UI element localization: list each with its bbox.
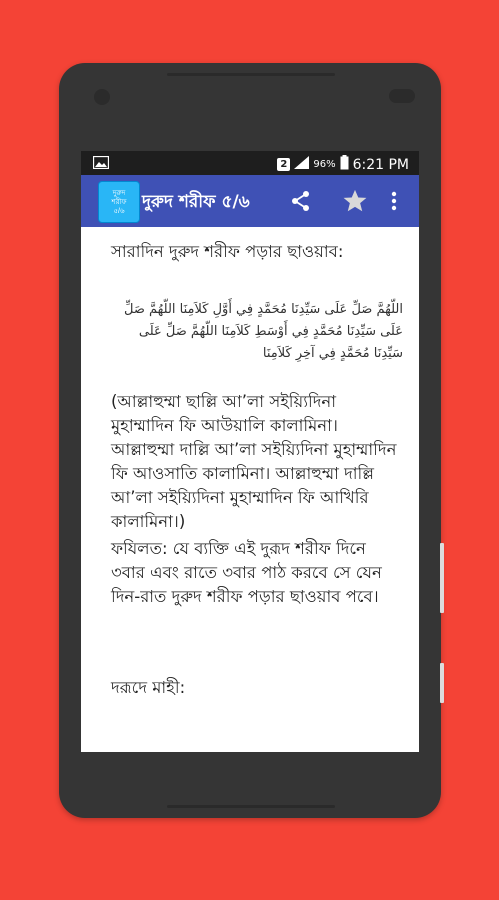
power-button bbox=[440, 663, 444, 703]
status-bar bbox=[81, 151, 419, 175]
signal-icon bbox=[294, 156, 309, 173]
app-title: দুরুদ শরীফ ৫/৬ bbox=[142, 192, 250, 212]
app-bar bbox=[81, 175, 419, 227]
earpiece-speaker bbox=[167, 73, 335, 76]
arabic-text: اللّهُمَّ صَلِّ عَلَى سَيِّدِنَا مُحَمَّدٍ فِي أَوَّلِ كَلاَمِنَا اللّهُمَّ صَلِّ عَلَى سَيِّدِنَا مُحَمَّدٍ فِي أَوْسَطِ كَلاَمِنَا اللّهُمَّ صَلِّ عَلَى سَيِّدِنَا مُحَمَّدٍ فِي آخِرِ كَلاَمِنَا bbox=[124, 302, 403, 361]
app-logo-line: শরীফ bbox=[111, 198, 127, 206]
proximity-sensor bbox=[389, 89, 415, 103]
app-logo-line: দুরুদ bbox=[112, 189, 126, 197]
battery-text: 96% bbox=[313, 159, 336, 170]
sim-badge: 2 bbox=[277, 158, 290, 171]
transliteration-text: (আল্লাহুম্মা ছাল্লি আ’লা সইয়্যিদিনা মুহাম্মাদিন ফি আউয়ালি কালামিনা। আল্লাহুম্মা দাল্লি আ’লা সইয়্যিদিনা মুহাম্মাদিন ফি আওসাতি কালামিনা। আল্লাহুম্মা দাল্লি আ’লা সইয়্যিদিনা মুহাম্মাদিন ফি আখিরি কালামিনা।) bbox=[111, 392, 397, 531]
phone-frame bbox=[59, 63, 441, 818]
fazilat-text: ফযিলত: যে ব্যক্তি এই দুরূদ শরীফ দিনে ৩বার এবং রাতে ৩বার পাঠ করবে সে যেন দিন-রাত দুরুদ শরীফ পড়ার ছাওয়াব পবে। bbox=[111, 539, 382, 606]
content-area[interactable] bbox=[81, 227, 419, 752]
section-heading: সারাদিন দুরুদ শরীফ পড়ার ছাওয়াব: bbox=[111, 242, 344, 261]
app-logo bbox=[98, 181, 140, 223]
volume-button bbox=[440, 543, 444, 613]
next-section-heading: দরূদে মাহী: bbox=[111, 678, 186, 697]
overflow-menu-icon[interactable] bbox=[387, 187, 401, 215]
clock: 6:21 PM bbox=[352, 156, 409, 173]
battery-icon bbox=[340, 155, 349, 174]
star-icon[interactable] bbox=[341, 187, 369, 215]
bottom-speaker bbox=[167, 805, 335, 808]
phone-screen bbox=[81, 151, 419, 752]
front-camera bbox=[94, 89, 110, 105]
app-logo-line: ৫/৬ bbox=[113, 207, 125, 215]
share-icon[interactable] bbox=[287, 187, 315, 215]
image-notification-icon bbox=[93, 156, 109, 173]
